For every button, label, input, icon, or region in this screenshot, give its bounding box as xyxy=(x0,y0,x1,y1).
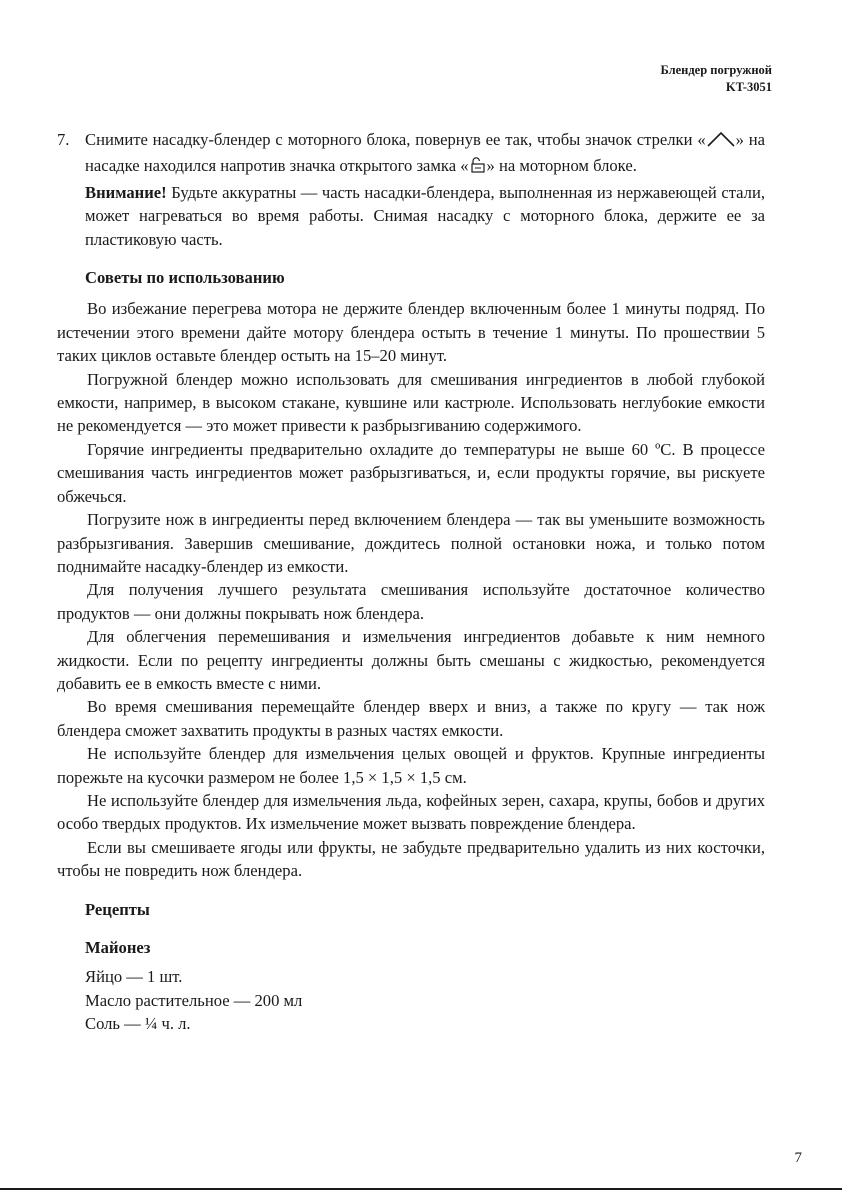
tip-paragraph: Во время смешивания перемещайте блендер вверх и вниз, а также по кругу — так нож блендера сможет захватить продукты в разных частях емкости. xyxy=(57,697,765,740)
step-number: 7. xyxy=(57,130,70,149)
header-model: KT-3051 xyxy=(725,80,772,94)
recipe-title: Майонез xyxy=(85,938,151,957)
tip-paragraph: Не используйте блендер для измельчения целых овощей и фруктов. Крупные ингредиенты порежьте на кусочки размером не более 1,5 × 1,5 × 1,5 см. xyxy=(57,744,765,787)
tip-paragraph: Горячие ингредиенты предварительно охладите до температуры не выше 60 ºС. В процессе смешивания часть ингредиентов может разбрызгиваться, и, если продукты горячие, вы рискуете обжечься. xyxy=(57,439,765,506)
ingredient-item: Масло растительное — 200 мл xyxy=(85,990,303,1010)
tip-paragraph: Для получения лучшего результата смешивания используйте достаточное количество продуктов — они должны покрывать нож блендера. xyxy=(57,580,765,623)
ingredient-item: Яйцо — 1 шт. xyxy=(85,967,183,987)
tip-paragraph: Не используйте блендер для измельчения льда, кофейных зерен, сахара, крупы, бобов и других особо твердых продуктов. Их измельчение может вызвать повреждение блендера. xyxy=(57,790,765,834)
open-lock-icon xyxy=(469,156,487,180)
tip-paragraph: Если вы смешиваете ягоды или фрукты, не забудьте предварительно удалить из них косточки, чтобы не повредить нож блендера. xyxy=(57,837,765,881)
header-product-name: Блендер погружной xyxy=(660,63,772,77)
step-7-text: Снимите насадку-блендер с моторного блока, повернув ее так, чтобы значок стрелки « » на насадке находился напротив значка открытого замка « » на моторном блоке. xyxy=(85,128,765,181)
tip-paragraph: Во избежание перегрева мотора не держите блендер включенным более 1 минуты подряд. По истечении этого времени дайте мотору блендера остыть в течение 1 минуты. По прошествии 5 таких циклов оставьте блендер остыть на 15–20 минут. xyxy=(57,299,765,366)
step-7 xyxy=(57,128,765,181)
bottom-rule xyxy=(0,1188,842,1190)
tips-heading: Советы по использованию xyxy=(85,268,285,288)
tip-paragraph: Погружной блендер можно использовать для смешивания ингредиентов в любой глубокой емкости, например, в высоком стакане, кувшине или кастрюле. Использовать неглубокие емкости не рекомендуется — это может привести к разбрызгиванию содержимого. xyxy=(57,369,765,436)
ingredient-item: Соль — ¼ ч. л. xyxy=(85,1014,191,1034)
chevron-up-icon xyxy=(706,131,736,154)
tip-paragraph: Погрузите нож в ингредиенты перед включением блендера — так вы уменьшите возможность разбрызгивания. Завершив смешивание, дождитесь полной остановки ножа, и только потом поднимайте насадку-блендер из емкости. xyxy=(57,510,765,576)
warning-note: Внимание! Будьте аккуратны — часть насадки-блендера, выполненная из нержавеющей стали, может нагреваться во время работы. Снимая насадку с моторного блока, держите ее за пластиковую часть. xyxy=(85,182,765,249)
page-number: 7 xyxy=(794,1150,802,1166)
page-content xyxy=(57,128,765,1036)
recipes-heading: Рецепты xyxy=(85,899,150,919)
warning-label: Внимание! xyxy=(85,182,167,202)
page-header xyxy=(660,62,772,96)
tip-paragraph: Для облегчения перемешивания и измельчения ингредиентов добавьте к ним немного жидкости. Если по рецепту ингредиенты должны быть смешаны с жидкостью, рекомендуется добавить ее в емкость вместе с ними. xyxy=(57,627,765,693)
